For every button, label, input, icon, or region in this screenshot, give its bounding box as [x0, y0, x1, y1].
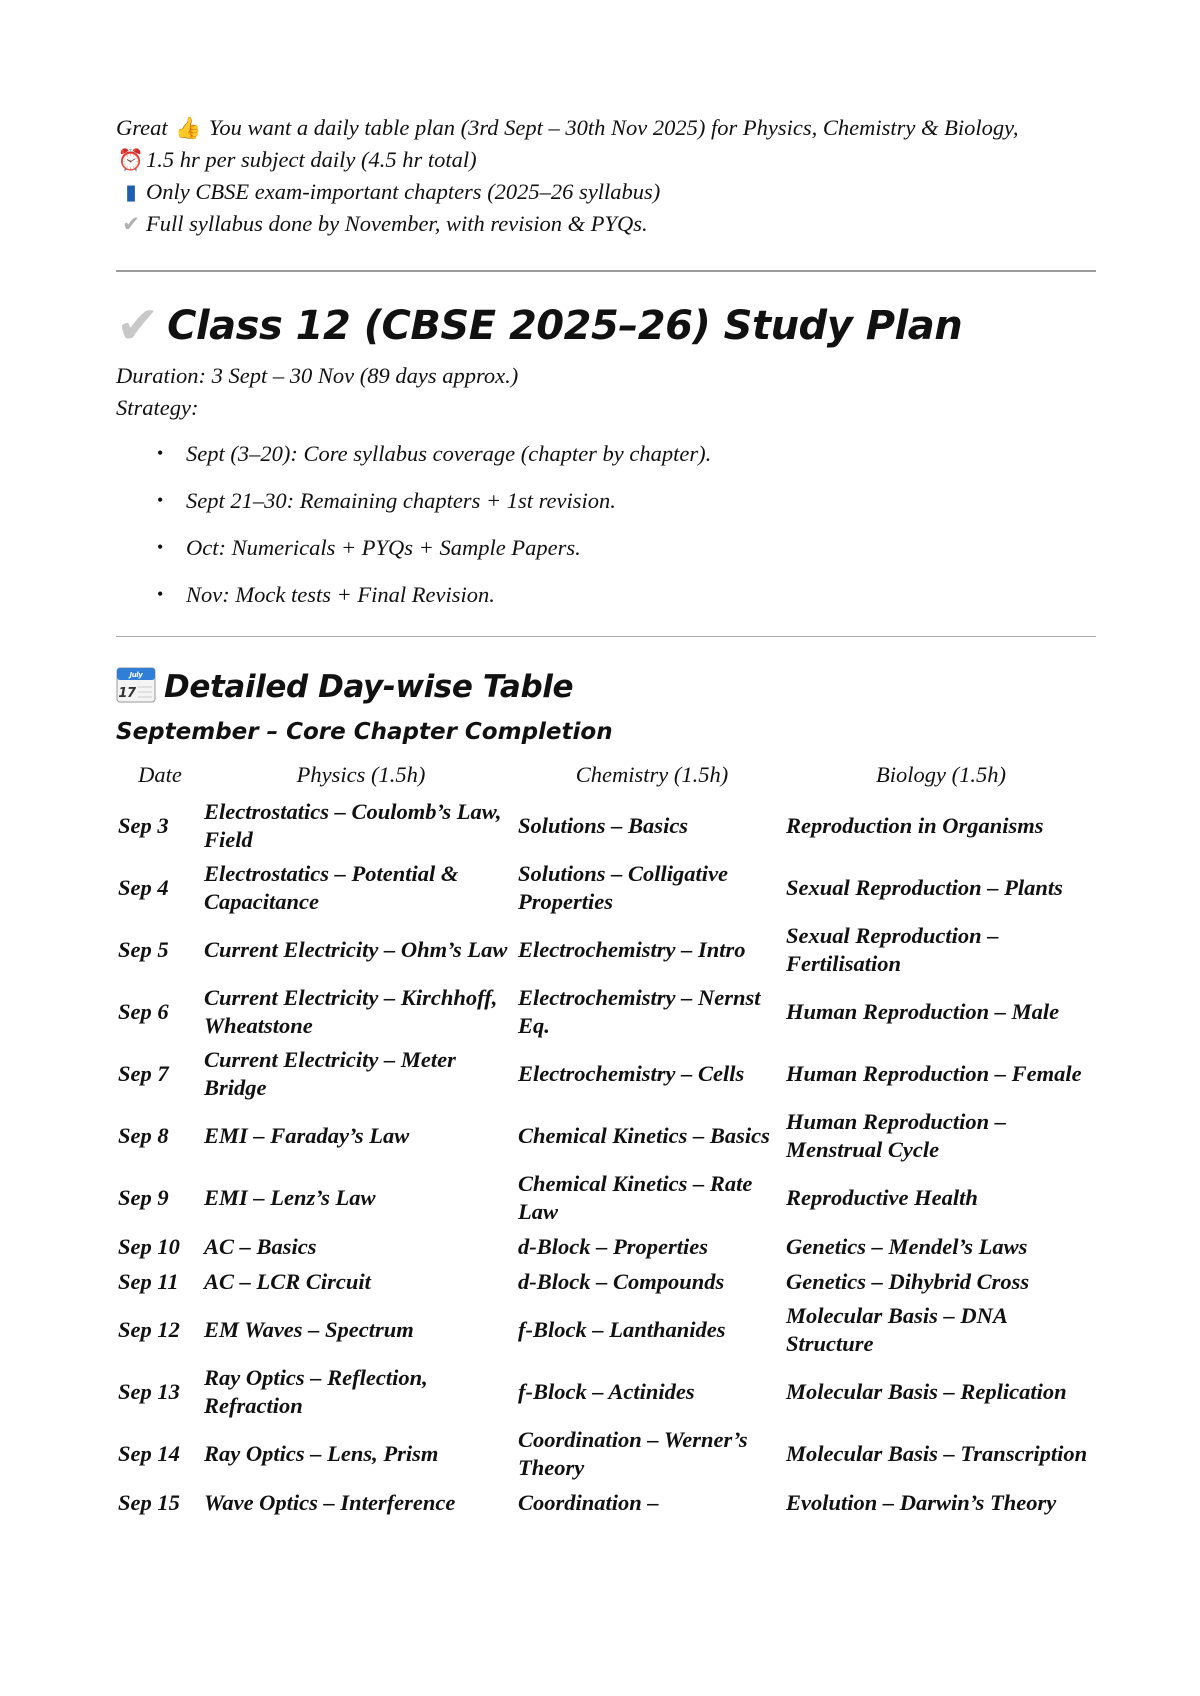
date-cell: Sep 3	[118, 813, 169, 838]
date-cell: Sep 12	[118, 1317, 180, 1342]
intro-line-3	[116, 176, 1096, 208]
header-physics: Physics (1.5h)	[296, 762, 426, 787]
table-row	[116, 1105, 1096, 1167]
physics-cell: Electrostatics – Coulomb’s Law, Field	[204, 799, 502, 852]
biology-cell: Genetics – Dihybrid Cross	[786, 1268, 1030, 1294]
physics-cell: EM Waves – Spectrum	[204, 1317, 414, 1342]
header-date: Date	[138, 762, 182, 787]
document-page	[116, 112, 1096, 1520]
chemistry-cell: Coordination – Werner’s Theory	[518, 1427, 748, 1480]
chemistry-cell: Electrochemistry – Intro	[518, 937, 746, 962]
svg-text:17: 17	[118, 686, 136, 701]
calendar-icon	[116, 665, 156, 703]
table-section-title	[116, 663, 1096, 711]
physics-cell: AC – Basics	[204, 1233, 317, 1259]
date-cell: Sep 6	[118, 999, 169, 1024]
table-row	[116, 857, 1096, 919]
header-biology: Biology (1.5h)	[876, 762, 1006, 787]
physics-cell: Current Electricity – Ohm’s Law	[204, 937, 508, 962]
date-cell: Sep 14	[118, 1441, 180, 1466]
date-cell: Sep 10	[118, 1233, 180, 1259]
physics-cell: Electrostatics – Potential & Capacitance	[204, 861, 459, 914]
table-section-title-text: Detailed Day-wise Table	[164, 669, 574, 705]
physics-cell: Wave Optics – Interference	[204, 1489, 456, 1515]
header-chemistry: Chemistry (1.5h)	[575, 762, 729, 787]
plan-meta	[116, 360, 1096, 424]
table-row	[116, 1299, 1096, 1361]
check-mark-icon: ✔	[116, 296, 160, 356]
table-row	[116, 795, 1096, 857]
chemistry-cell: Electrochemistry – Cells	[518, 1061, 745, 1086]
physics-cell: AC – LCR Circuit	[204, 1268, 371, 1294]
intro-syllabus-text: Only CBSE exam-important chapters (2025–26 syllabus)	[146, 179, 661, 204]
physics-cell: EMI – Lenz’s Law	[204, 1185, 376, 1210]
alarm-clock-icon: ⏰	[117, 148, 145, 172]
strategy-item: • Sept 21–30: Remaining chapters + 1st revision.	[116, 477, 1096, 524]
table-header-row	[116, 755, 1096, 795]
strategy-item: • Sept (3–20): Core syllabus coverage (chapter by chapter).	[116, 430, 1096, 477]
date-cell: Sep 5	[118, 937, 169, 962]
date-cell: Sep 7	[118, 1061, 169, 1086]
biology-cell: Reproductive Health	[786, 1185, 978, 1210]
thumbs-up-icon: 👍	[175, 116, 202, 140]
biology-cell: Genetics – Mendel’s Laws	[786, 1233, 1028, 1259]
intro-line-4	[116, 208, 1096, 240]
intro-hours-text: 1.5 hr per subject daily (4.5 hr total)	[146, 147, 477, 172]
physics-cell: Ray Optics – Lens, Prism	[204, 1441, 439, 1466]
table-row	[116, 981, 1096, 1043]
strategy-list	[116, 430, 1096, 618]
intro-block	[116, 112, 1096, 240]
biology-cell: Human Reproduction – Menstrual Cycle	[786, 1109, 1007, 1162]
blue-book-icon: ▮	[125, 180, 137, 204]
plan-title-text: Class 12 (CBSE 2025–26) Study Plan	[167, 303, 963, 349]
study-plan-table	[116, 755, 1096, 1520]
biology-cell: Evolution – Darwin’s Theory	[786, 1489, 1057, 1515]
biology-cell: Sexual Reproduction – Fertilisation	[786, 923, 999, 976]
table-row	[116, 919, 1096, 981]
biology-cell: Human Reproduction – Male	[786, 999, 1060, 1024]
section-divider	[116, 270, 1096, 272]
svg-text:July: July	[129, 671, 143, 679]
strategy-item: • Nov: Mock tests + Final Revision.	[116, 571, 1096, 618]
table-row	[116, 1043, 1096, 1105]
table-row	[116, 1229, 1096, 1264]
intro-request-text: You want a daily table plan (3rd Sept – 30th Nov 2025) for Physics, Chemistry & Biology,	[208, 115, 1019, 140]
date-cell: Sep 13	[118, 1379, 180, 1404]
section-divider	[116, 636, 1096, 637]
duration-text: Duration: 3 Sept – 30 Nov (89 days approx.)	[116, 363, 519, 388]
intro-completion-text: Full syllabus done by November, with revision & PYQs.	[146, 211, 648, 236]
physics-cell: Current Electricity – Kirchhoff, Wheatstone	[204, 985, 498, 1038]
chemistry-cell: Solutions – Colligative Properties	[518, 861, 729, 914]
date-cell: Sep 15	[118, 1489, 180, 1515]
date-cell: Sep 9	[118, 1185, 169, 1210]
chemistry-cell: Chemical Kinetics – Rate Law	[518, 1171, 753, 1224]
chemistry-cell: Solutions – Basics	[518, 813, 689, 838]
chemistry-cell: Electrochemistry – Nernst Eq.	[518, 985, 761, 1038]
date-cell: Sep 8	[118, 1123, 169, 1148]
strategy-item: • Oct: Numericals + PYQs + Sample Papers.	[116, 524, 1096, 571]
table-subtitle: September – Core Chapter Completion	[116, 719, 613, 745]
biology-cell: Molecular Basis – Replication	[786, 1379, 1067, 1404]
chemistry-cell: Coordination –	[518, 1489, 659, 1515]
biology-cell: Reproduction in Organisms	[786, 813, 1044, 838]
biology-cell: Molecular Basis – DNA Structure	[786, 1303, 1007, 1356]
chemistry-cell: f-Block – Lanthanides	[518, 1317, 726, 1342]
table-row	[116, 1361, 1096, 1423]
plan-title	[116, 296, 1096, 356]
intro-line-2	[116, 144, 1096, 176]
intro-great-text: Great	[116, 115, 168, 140]
date-cell: Sep 4	[118, 875, 169, 900]
date-cell: Sep 11	[118, 1268, 179, 1294]
physics-cell: EMI – Faraday’s Law	[204, 1123, 410, 1148]
intro-line-1	[116, 112, 1096, 144]
biology-cell: Molecular Basis – Transcription	[786, 1441, 1088, 1466]
table-row	[116, 1264, 1096, 1299]
chemistry-cell: f-Block – Actinides	[518, 1379, 695, 1404]
physics-cell: Current Electricity – Meter Bridge	[204, 1047, 456, 1100]
chemistry-cell: Chemical Kinetics – Basics	[518, 1123, 770, 1148]
check-mark-icon: ✔	[122, 212, 140, 236]
table-row	[116, 1167, 1096, 1229]
physics-cell: Ray Optics – Reflection, Refraction	[204, 1365, 428, 1418]
biology-cell: Human Reproduction – Female	[786, 1061, 1082, 1086]
strategy-label: Strategy:	[116, 395, 199, 420]
table-row	[116, 1423, 1096, 1485]
chemistry-cell: d-Block – Properties	[518, 1233, 708, 1259]
biology-cell: Sexual Reproduction – Plants	[786, 875, 1063, 900]
chemistry-cell: d-Block – Compounds	[518, 1268, 725, 1294]
table-row	[116, 1485, 1096, 1520]
